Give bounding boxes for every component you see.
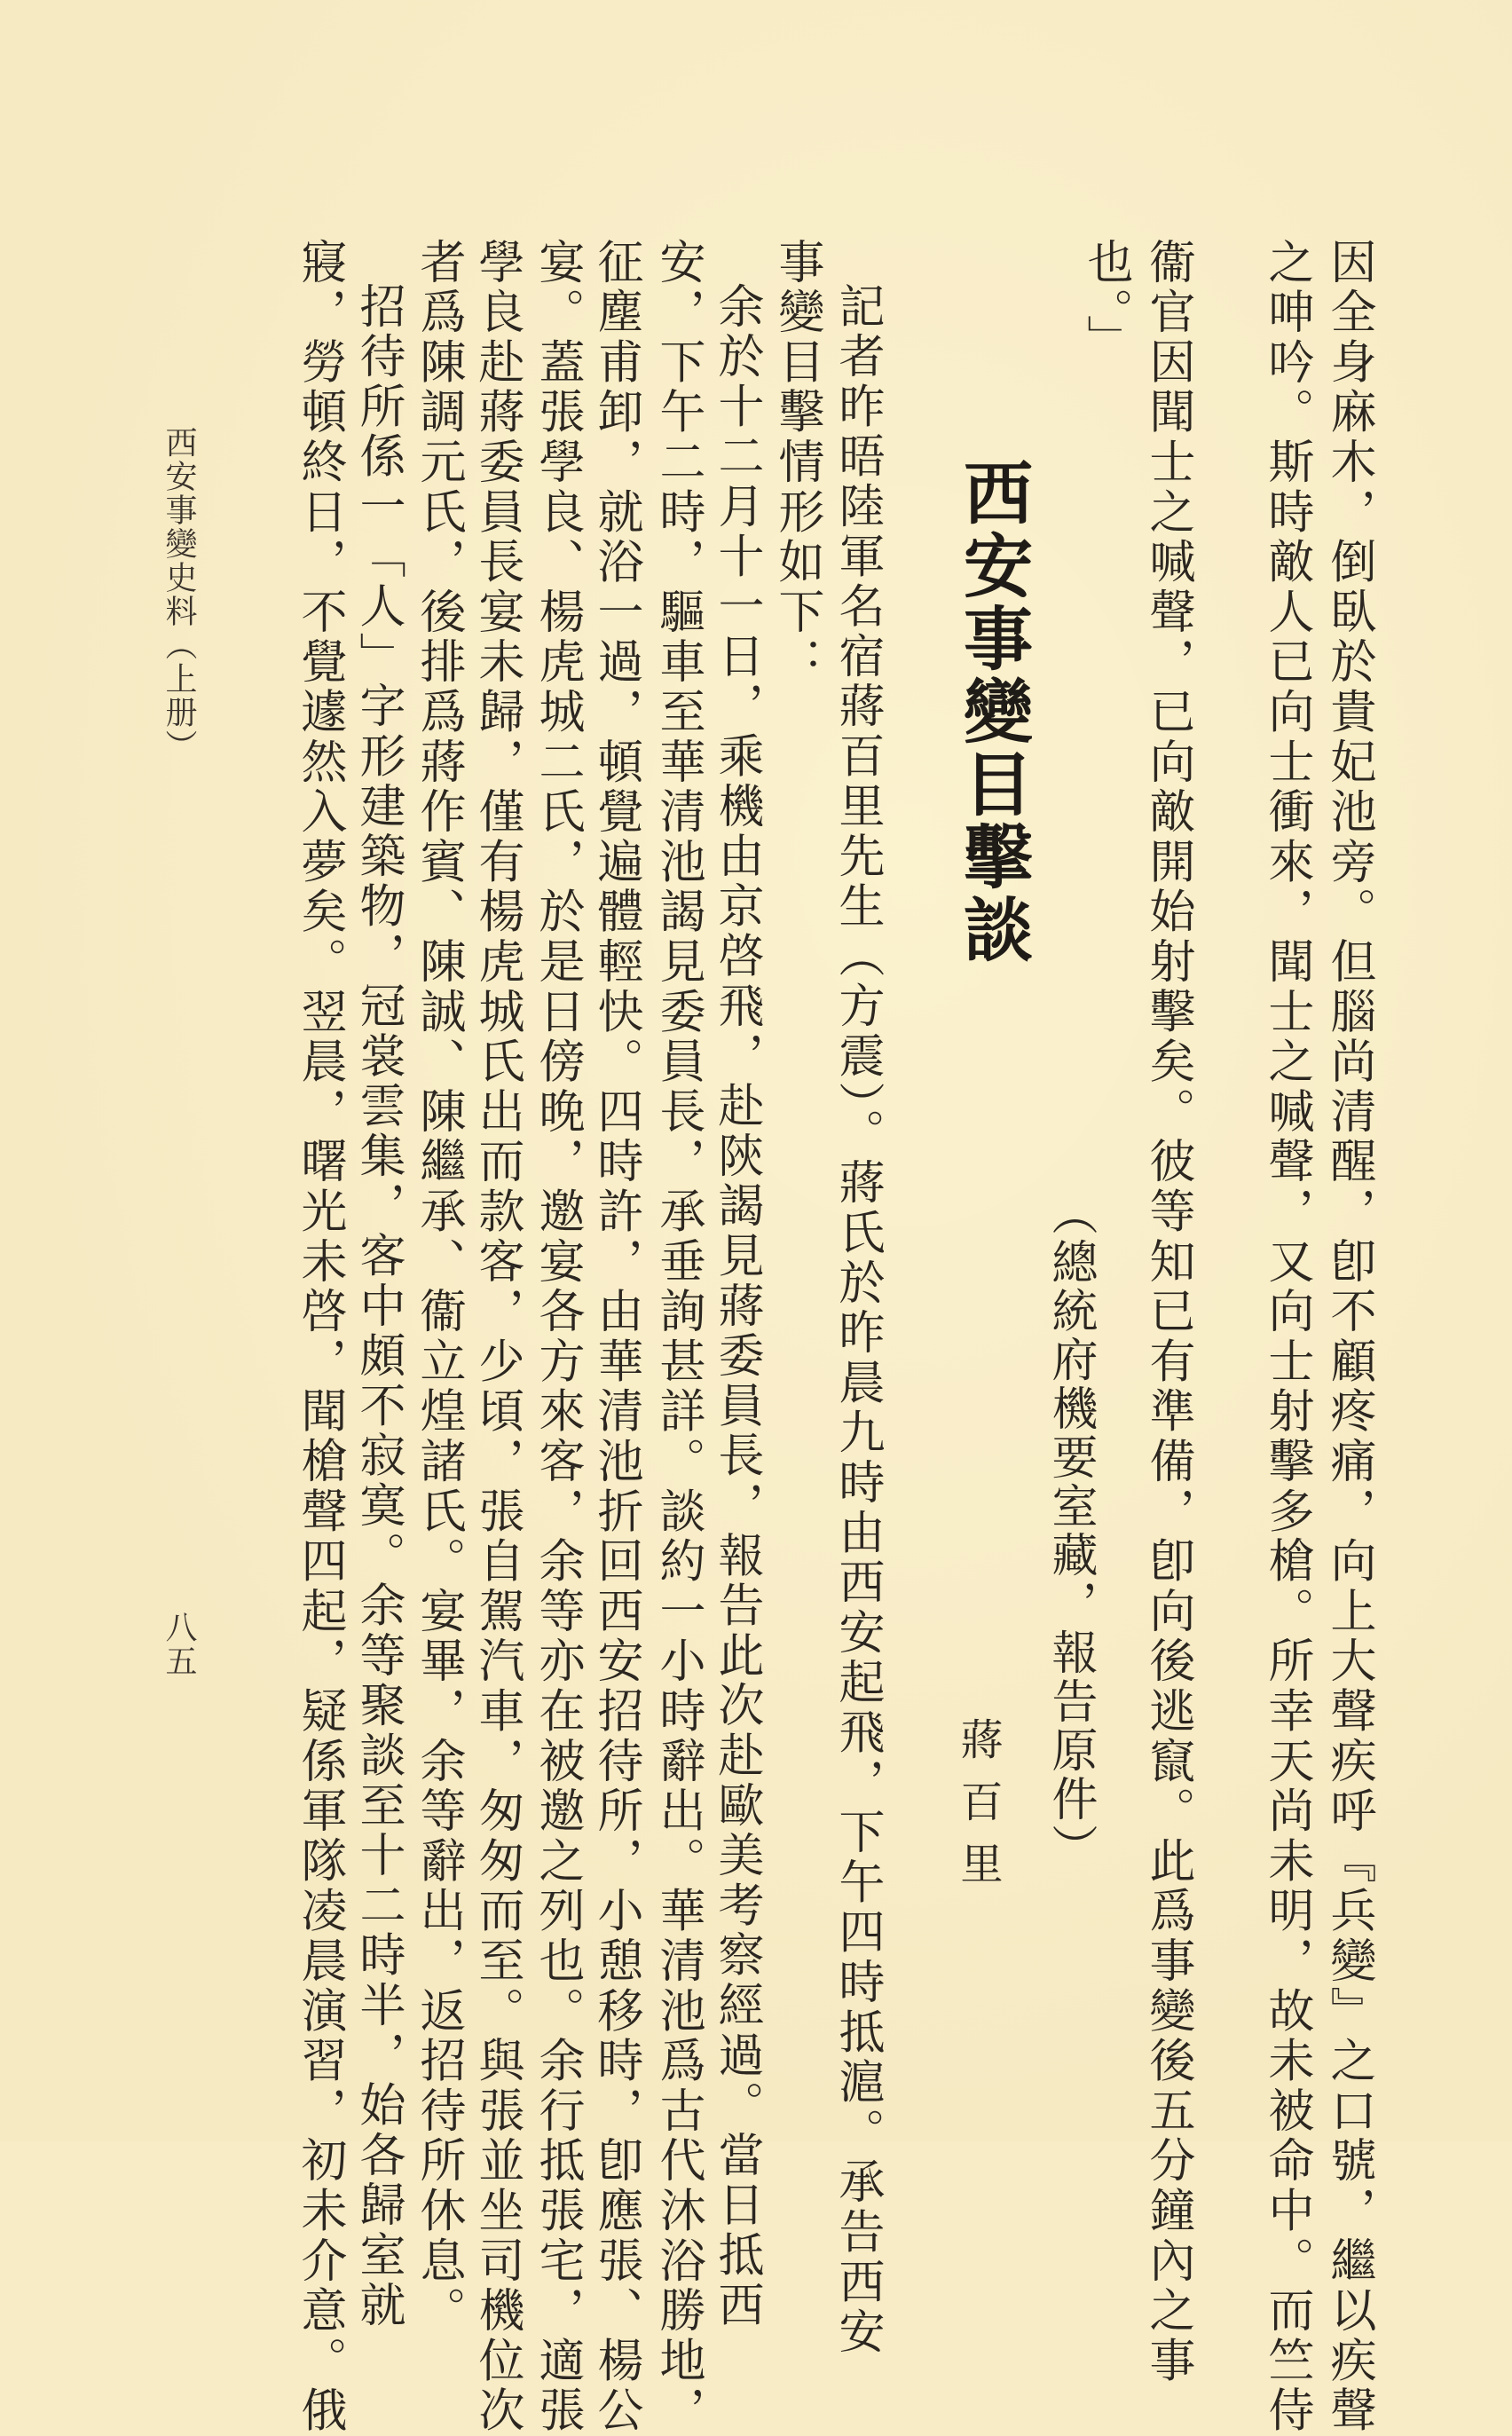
article-author: 蔣百里 bbox=[953, 1717, 1003, 1904]
article-title: 西安事變目擊談 bbox=[952, 457, 1033, 966]
page-number: 八五 bbox=[161, 1611, 197, 1678]
text-column: 學良赴蔣委員長宴未歸，僅有楊虎城氏出而款客，少頃，張自駕汽車，匆匆而至。與張並坐司機位次 bbox=[470, 238, 524, 2436]
text-column: 宴。蓋張學良、楊虎城二氏，於是日傍晚，邀宴各方來客，余等亦在被邀之列也。余行抵張宅，適張 bbox=[531, 238, 584, 2436]
text-column: 者爲陳調元氏，後排爲蔣作賓、陳誠、陳繼承、衞立煌諸氏。宴畢，余等辭出，返招待所休息。 bbox=[412, 238, 465, 2337]
text-column: 余於十二月十一日，乘機由京啓飛，赴陝謁見蔣委員長，報告此次赴歐美考察經過。當日抵西 bbox=[710, 282, 763, 2331]
text-column: 寢，勞頓終日，不覺遽然入夢矣。翌晨，曙光未啓，聞槍聲四起，疑係軍隊凌晨演習，初未介意。俄 bbox=[293, 238, 346, 2436]
text-column: 征塵甫卸，就浴一過，頓覺遍體輕快。四時許，由華清池折回西安招待所，小憩移時，卽應張、楊公 bbox=[589, 238, 642, 2436]
text-column: 安，下午二時，驅車至華清池謁見委員長，承垂詢甚詳。談約一小時辭出。華清池爲古代沐浴勝地， bbox=[651, 238, 705, 2436]
source-note: （總統府機要室藏，報告原件） bbox=[1043, 1189, 1097, 1872]
text-column: 之呻吟。斯時敵人已向士衝來，聞士之喊聲，又向士射擊多槍。所幸天尚未明，故未被命中。而竺侍 bbox=[1260, 238, 1313, 2436]
text-column: 事變目擊情形如下： bbox=[770, 238, 823, 688]
running-footer-book-title: 西安事變史料（上册） bbox=[161, 426, 197, 763]
text-column: 記者昨晤陸軍名宿蔣百里先生（方震）。蔣氏於昨晨九時由西安起飛，下午四時抵滬。承告西安 bbox=[831, 282, 884, 2358]
text-column: 也。」 bbox=[1079, 238, 1132, 365]
text-column: 因全身麻木，倒臥於貴妃池旁。但腦尚清醒，卽不顧疼痛，向上大聲疾呼『兵變』之口號，繼以疾聲 bbox=[1322, 238, 1375, 2436]
text-column: 衞官因聞士之喊聲，已向敵開始射擊矣。彼等知已有準備，卽向後逃竄。此爲事變後五分鐘內之事 bbox=[1141, 238, 1194, 2386]
text-column: 招待所係一「人」字形建築物，冠裳雲集，客中頗不寂寞。余等聚談至十二時半，始各歸室就 bbox=[351, 282, 405, 2331]
